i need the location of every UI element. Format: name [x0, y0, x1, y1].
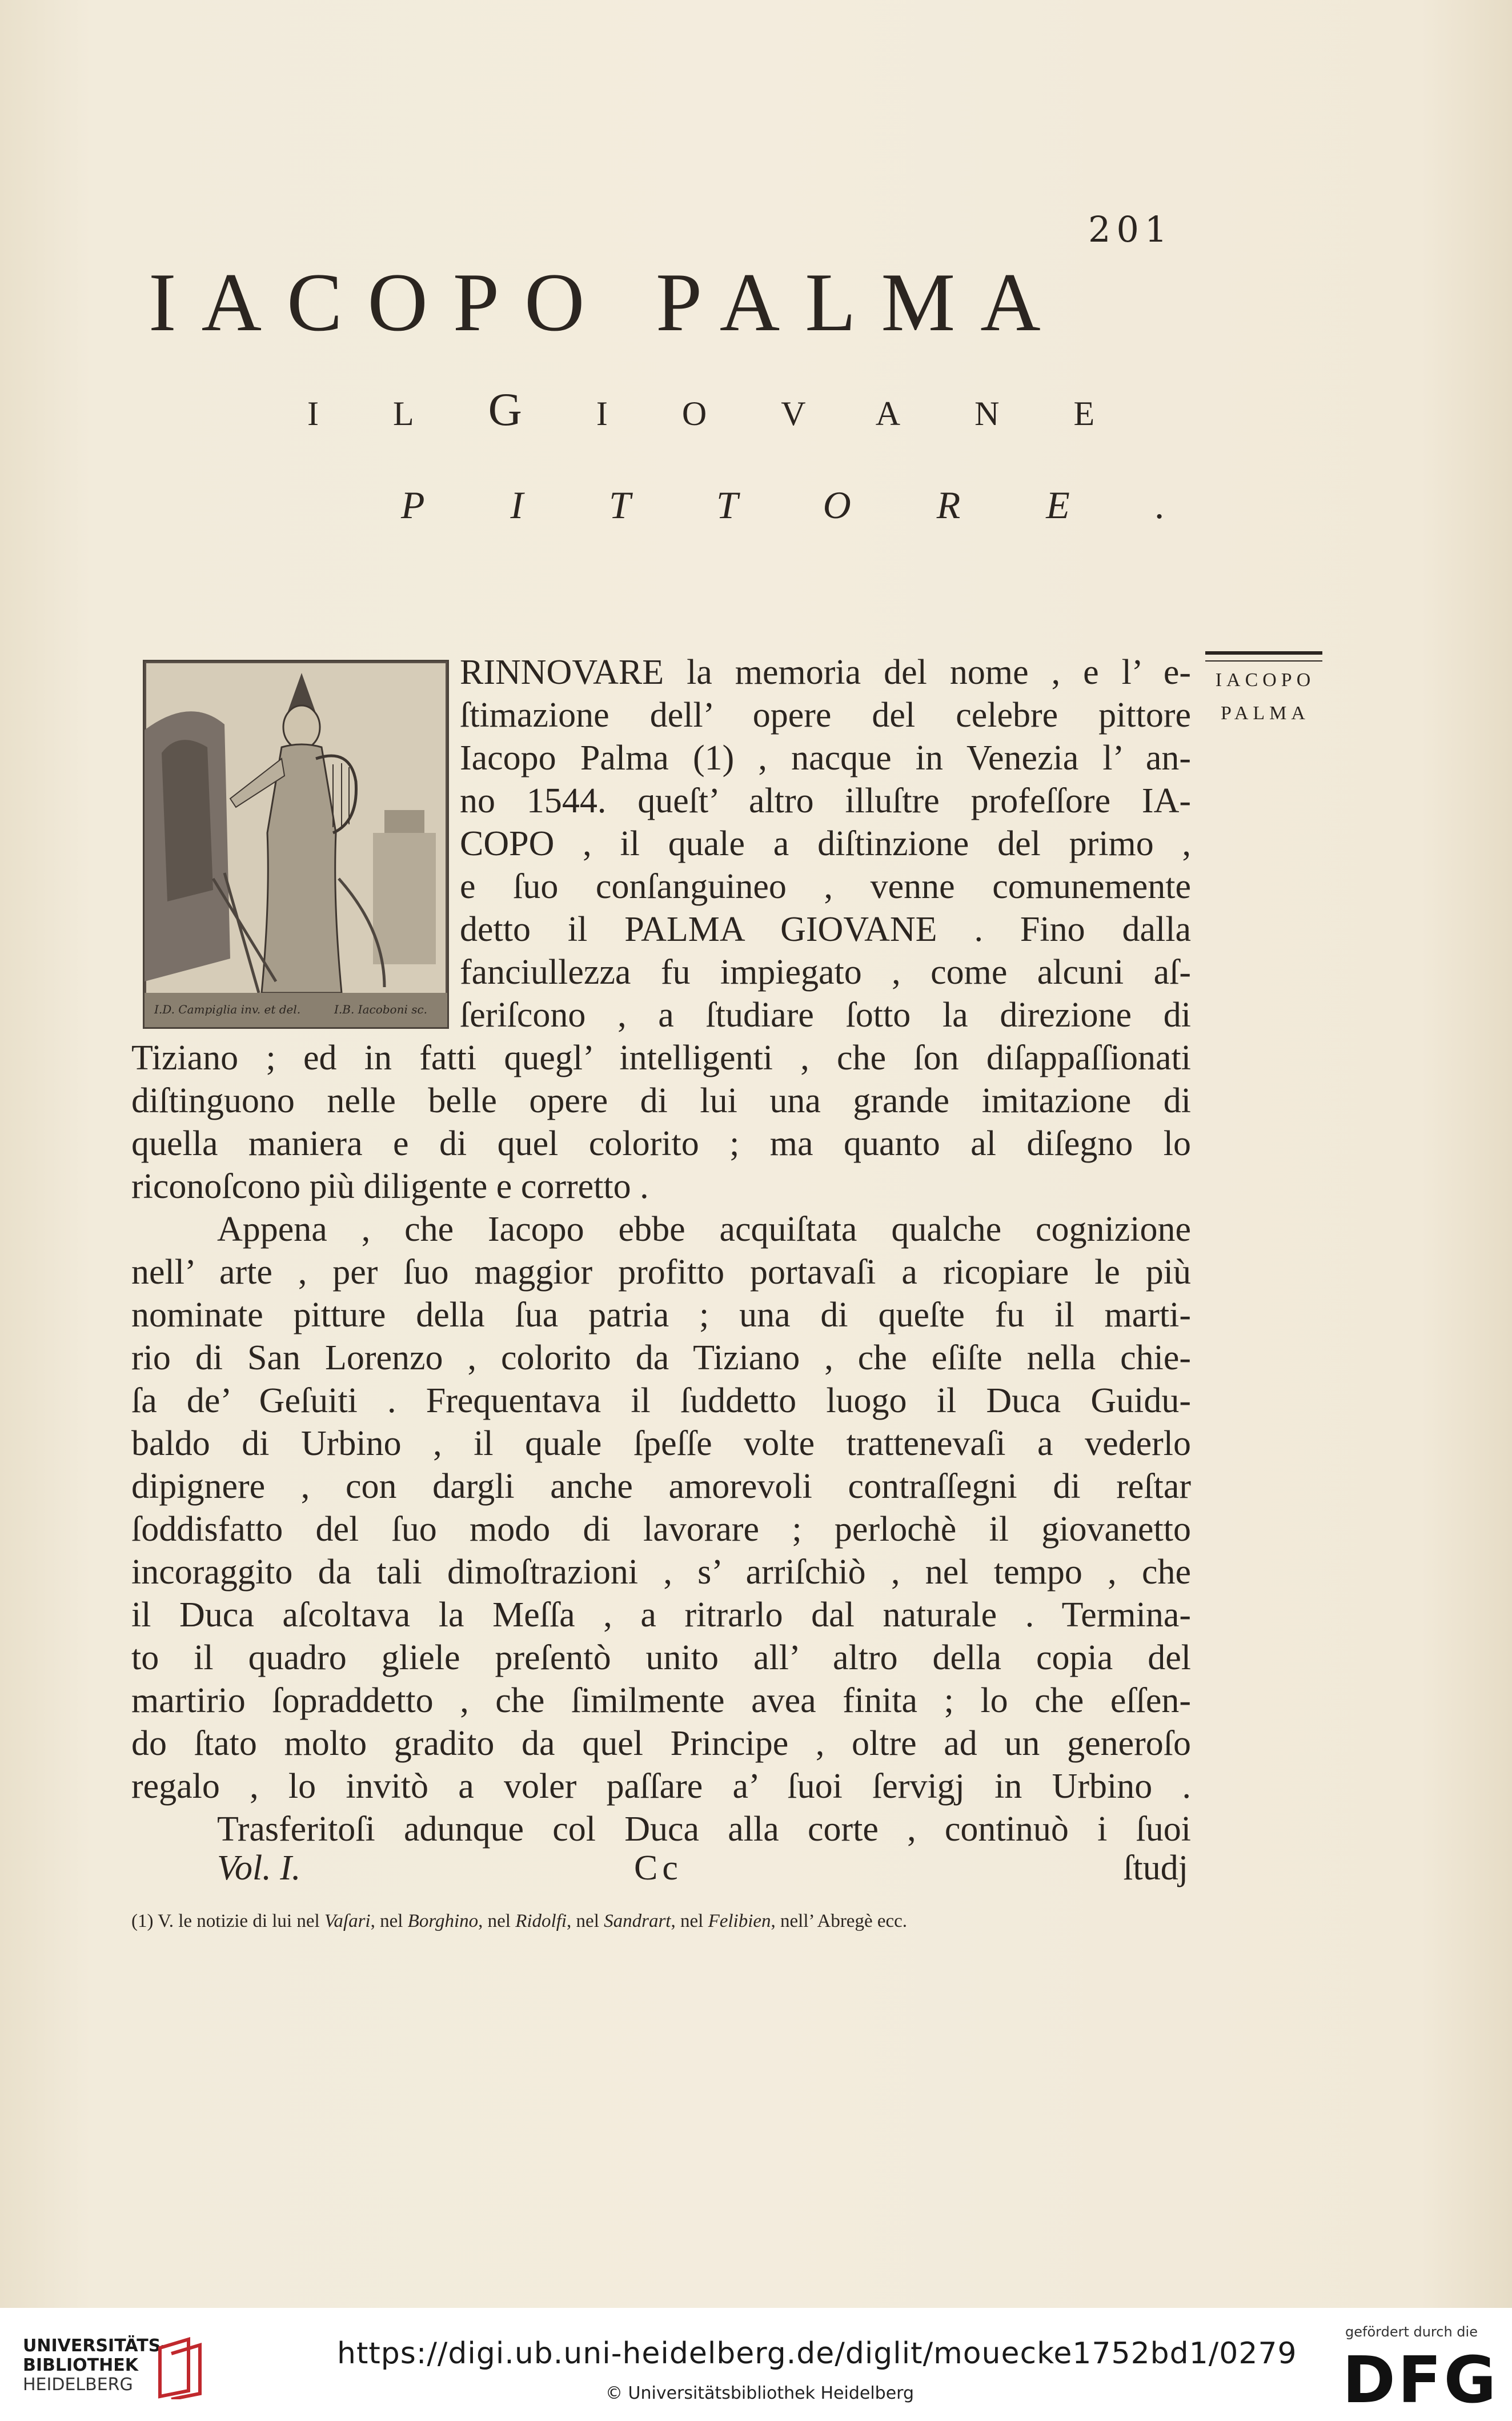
- footnote-marker: (1): [131, 1911, 154, 1931]
- text-line: no 1544. queſt’ altro illuſtre profeſſore IA-: [460, 781, 1191, 820]
- margin-note-iacopo: IACOPO: [1215, 670, 1316, 691]
- page-title: IACOPO PALMA: [149, 256, 1066, 348]
- copyright-notice: © Universitätsbibliothek Heidelberg: [605, 2383, 915, 2403]
- text-line: do ſtato molto gradito da quel Principe , oltre ad un generoſo: [131, 1724, 1191, 1763]
- main-text: [131, 1037, 1191, 1851]
- text-line: riconoſcono più diligente e corretto .: [131, 1167, 649, 1206]
- subtitle-letter: A: [875, 395, 975, 432]
- signature-mark: Cc: [634, 1849, 683, 1887]
- text-line: ſoddisfatto del ſuo modo di lavorare ; perlochè il giovanetto: [131, 1510, 1191, 1549]
- text-line: to il quadro gliele preſentò unito all’ altro della copia del: [131, 1638, 1191, 1677]
- subtitle-letter: I: [596, 395, 682, 432]
- footnote-join: , nel: [370, 1911, 403, 1931]
- library-line: HEIDELBERG: [23, 2375, 133, 2395]
- text-line: COPO , il quale a diſtinzione del primo ,: [460, 824, 1191, 863]
- text-line: Tiziano ; ed in fatti quegl’ intelligenti , che ſon diſappaſſionati: [131, 1039, 1191, 1077]
- text-line: nell’ arte , per ſuo maggior profitto portavaſi a ricopiare le più: [131, 1253, 1191, 1292]
- margin-rule: [1205, 651, 1322, 662]
- text-line: diſtinguono nelle belle opere di lui una grande imitazione di: [131, 1081, 1191, 1120]
- text-line: detto il PALMA GIOVANE . Fino dalla: [460, 910, 1191, 949]
- engraved-vignette: [143, 660, 449, 1029]
- profession-heading: PITTORE.: [401, 483, 1251, 527]
- text-line: baldo di Urbino , il quale ſpeſſe volte trattenevaſi a vederlo: [131, 1424, 1191, 1463]
- footnote-prefix: V. le notizie di lui nel: [158, 1911, 320, 1931]
- engraving-credit-inventor: I.D. Campiglia inv. et del.: [154, 1003, 301, 1016]
- margin-note-palma: PALMA: [1221, 703, 1310, 724]
- subtitle-letter: V: [781, 395, 876, 432]
- library-line: UNIVERSITÄTS-: [23, 2336, 168, 2356]
- footnote-source: Felibien: [708, 1911, 771, 1931]
- text-line: rio di San Lorenzo , colorito da Tiziano , che eſiſte nella chie-: [131, 1338, 1191, 1377]
- text-line: e ſuo conſanguineo , venne comunemente: [460, 867, 1191, 906]
- footnote: [131, 1911, 907, 1932]
- catchword: ſtudj: [1123, 1849, 1188, 1887]
- text-line: Iacopo Palma (1) , nacque in Venezia l’ an-: [460, 739, 1191, 777]
- funded-by-label: gefördert durch die: [1345, 2324, 1478, 2340]
- text-line: ſtimazione dell’ opere del celebre pittore: [460, 696, 1191, 735]
- intro-paragraph: [460, 651, 1191, 1037]
- page-number: 201: [1088, 209, 1173, 250]
- library-line: BIBLIOTHEK: [23, 2355, 138, 2375]
- text-line: il Duca aſcoltava la Meſſa , a ritrarlo dal naturale . Termina-: [131, 1596, 1191, 1634]
- text-line: dipignere , con dargli anche amorevoli contraſſegni di reſtar: [131, 1467, 1191, 1506]
- dfg-logo: DFG: [1342, 2343, 1499, 2418]
- subtitle-letter: E: [1073, 395, 1169, 432]
- text-line: quella maniera e di quel colorito ; ma quanto al diſegno lo: [131, 1124, 1191, 1163]
- footnote-join: , nel: [478, 1911, 511, 1931]
- subtitle-letter: G: [488, 383, 596, 435]
- text-line: ſa de’ Geſuiti . Frequentava il ſuddetto luogo il Duca Guidu-: [131, 1381, 1191, 1420]
- text-line: Appena , che Iacopo ebbe acquiſtata qualche cognizione: [217, 1210, 1191, 1249]
- library-logo-icon: [154, 2336, 206, 2399]
- footnote-join: , nel: [567, 1911, 599, 1931]
- footnote-source: Vaſari: [324, 1911, 371, 1931]
- engraving-credit-engraver: I.B. Iacoboni sc.: [334, 1003, 428, 1016]
- text-line: martirio ſopraddetto , che ſimilmente avea finita ; lo che eſſen-: [131, 1681, 1191, 1720]
- subtitle-letter: L: [392, 395, 488, 432]
- volume-mark: Vol. I.: [217, 1849, 301, 1887]
- bottom-attribution-bar: [0, 2308, 1512, 2421]
- subtitle: [307, 383, 1169, 436]
- text-line: ſeriſcono , a ſtudiare ſotto la direzione di: [460, 996, 1191, 1035]
- footnote-source: Borghino: [407, 1911, 479, 1931]
- subtitle-letter: O: [681, 395, 781, 432]
- text-line: RINNOVARE la memoria del nome , e l’ e-: [460, 653, 1191, 692]
- subtitle-letter: I: [307, 395, 393, 432]
- subtitle-letter: N: [974, 395, 1074, 432]
- text-line: regalo , lo invitò a voler paſſare a’ ſuoi ſervigj in Urbino .: [131, 1767, 1191, 1806]
- footnote-join: , nel: [671, 1911, 704, 1931]
- text-line: incoraggito da tali dimoſtrazioni , s’ arriſchiò , nel tempo , che: [131, 1553, 1191, 1592]
- text-line: Trasferitoſi adunque col Duca alla corte , continuò i ſuoi: [217, 1810, 1191, 1849]
- footnote-source: Ridolfi: [515, 1911, 567, 1931]
- text-line: fanciullezza fu impiegato , come alcuni aſ-: [460, 953, 1191, 992]
- allegorical-figure-image: [145, 662, 447, 1027]
- library-name: [23, 2336, 168, 2395]
- footnote-suffix: , nell’ Abregè ecc.: [771, 1911, 908, 1931]
- text-line: nominate pitture della ſua patria ; una di queſte fu il marti-: [131, 1296, 1191, 1334]
- footnote-source: Sandrart: [604, 1911, 671, 1931]
- permalink-url[interactable]: https://digi.ub.uni-heidelberg.de/diglit/mouecke1752bd1/0279: [337, 2336, 1297, 2371]
